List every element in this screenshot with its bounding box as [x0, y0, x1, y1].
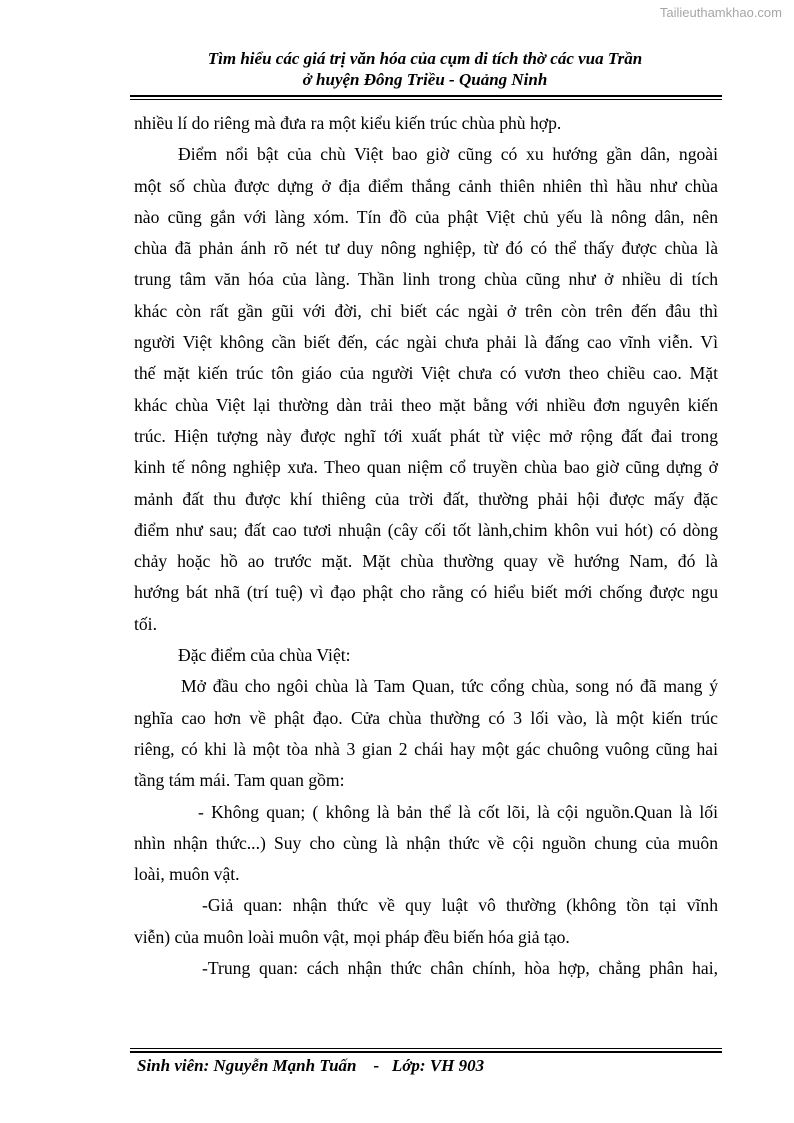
text-line: chảy hoặc hồ ao trước mặt. Mặt chùa thường quay về hướng Nam, đó là [134, 551, 718, 572]
footer-separator: - [373, 1056, 380, 1075]
watermark: Tailieuthamkhao.com [659, 5, 782, 20]
list-item: -Trung quan: cách nhận thức chân chính, hòa hợp, chẳng phân hai, [202, 958, 718, 979]
text-line: viễn) của muôn loài muôn vật, mọi pháp đều biến hóa giả tạo. [134, 926, 570, 947]
header-divider-thin [130, 99, 722, 100]
body-text [134, 108, 718, 984]
text-line: tối. [134, 613, 157, 634]
text-line: khác còn rất gần gũi với đời, chỉ biết các ngài ở trên còn trên đến đâu thì [134, 300, 718, 321]
text-line: hướng bát nhã (trí tuệ) vì đạo phật cho rằng có hiểu biết mới chống được ngu [134, 582, 718, 603]
text-line: chùa đã phản ánh rõ nét tư duy nông nghiệp, từ đó có thể thấy được chùa là [134, 238, 718, 259]
header-title-line-1: Tìm hiểu các giá trị văn hóa của cụm di tích thờ các vua Trần [207, 49, 643, 68]
list-item: - Không quan; ( không là bản thể là cốt lõi, là cội nguồn.Quan là lối [198, 801, 718, 822]
text-line: người Việt không cần biết đến, các ngài chưa phải là đấng cao vĩnh viễn. Vì [134, 332, 718, 353]
footer-student: Sinh viên: Nguyễn Mạnh Tuấn [137, 1056, 357, 1075]
header-title-line-2: ở huyện Đông Triều - Quảng Ninh [302, 70, 548, 89]
text-line: riêng, có khi là một tòa nhà 3 gian 2 chái hay một gác chuông vuông cũng hai [134, 738, 718, 759]
text-line: loài, muôn vật. [134, 864, 240, 885]
text-line: Mở đầu cho ngôi chùa là Tam Quan, tức cổng chùa, song nó đã mang ý [181, 676, 718, 697]
text-line: nào cũng gắn với làng xóm. Tín đồ của phật Việt chủ yếu là nông dân, nên [134, 206, 718, 227]
text-line: nhìn nhận thức...) Suy cho cùng là nhận thức về cội nguồn chung của muôn [134, 832, 718, 853]
header-divider [130, 95, 722, 97]
text-line: tầng tám mái. Tam quan gồm: [134, 770, 345, 791]
text-line: mảnh đất thu được khí thiêng của trời đất, thường phải hội được mấy đặc [134, 488, 718, 509]
text-line: một số chùa được dựng ở địa điểm thắng cảnh thiên nhiên thì hầu như chùa [134, 175, 718, 196]
footer-class: Lớp: VH 903 [391, 1056, 485, 1075]
text-line: điểm như sau; đất cao tươi nhuận (cây cối tốt lành,chim khôn vui hót) có dòng [134, 519, 718, 540]
text-line: nhiều lí do riêng mà đưa ra một kiểu kiến trúc chùa phù hợp. [134, 113, 562, 133]
text-line: kinh tế nông nghiệp xưa. Theo quan niệm cổ truyền chùa bao giờ cũng dựng ở [134, 457, 718, 478]
section-heading: Đặc điểm của chùa Việt: [178, 645, 351, 666]
text-line: trung tâm văn hóa của làng. Thần linh trong chùa cũng như ở nhiều di tích [134, 269, 718, 290]
page-footer [137, 1056, 484, 1076]
footer-divider-thin [130, 1048, 722, 1049]
text-line: thế mặt kiến trúc tôn giáo của người Việt chưa có vươn theo chiều cao. Mặt [134, 363, 718, 384]
page-header [130, 48, 720, 90]
footer-divider [130, 1051, 722, 1053]
text-line: nghĩa cao hơn về phật đạo. Cửa chùa thường có 3 lối vào, là một kiến trúc [134, 707, 718, 728]
text-line: Điểm nổi bật của chù Việt bao giờ cũng có xu hướng gần dân, ngoài [178, 144, 718, 165]
text-line: khác chùa Việt lại thường dàn trải theo mặt bằng với nhiều đơn nguyên kiến [134, 394, 718, 415]
list-item: -Giả quan: nhận thức về quy luật vô thường (không tồn tại vĩnh [202, 895, 718, 916]
text-line: trúc. Hiện tượng này được nghĩ tới xuất phát từ việc mở rộng đất đai trong [134, 425, 718, 446]
